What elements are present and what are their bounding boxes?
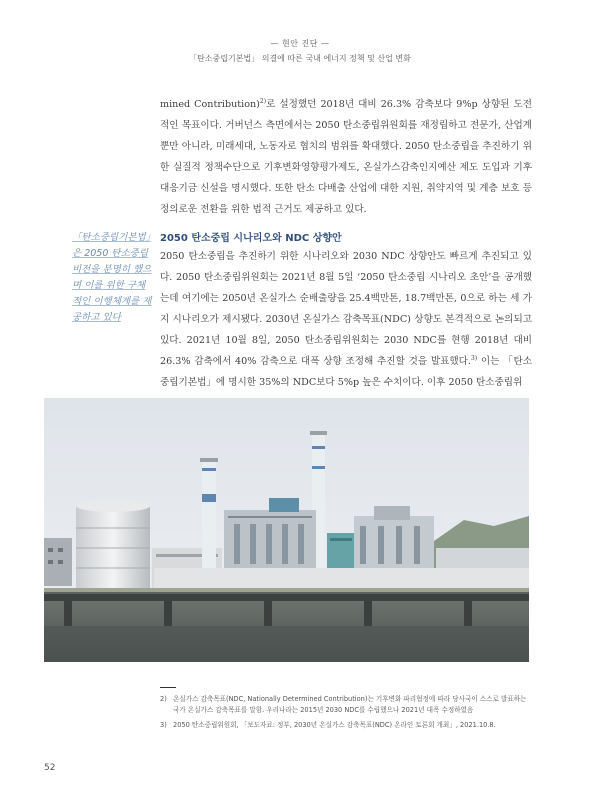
paragraph-2-part1: 2050 탄소중립을 추진하기 위한 시나리오와 2030 NDC 상향안도 빠르게 추진되고 있다. 2050 탄소중립위원회는 2021년 8월 5일 ‘2050 탄소중립 시나리오 초안’을 공개했는데 여기에는 2050년 온실가스 순배출량을 25.4백만톤, 18.7백만톤, 0으로 하는 세 가지 시나리오가 제시됐다. 2030년 온실가스 감축목표(NDC) 상향도 본격적으로 논의되고 있다. 2021년 10월 8일, 2050 탄소중립위원회는 2030 NDC를 현행 2018년 대비 26.3% 감축에서 40% 감축으로 대폭 상향 조정해 추진할 것을 발표했다. <box>160 251 532 367</box>
footnote-2 <box>160 694 532 716</box>
footnote-divider <box>160 687 176 688</box>
paragraph-1-rest: 로 설정했던 2018년 대비 26.3% 감축보다 9%p 상향된 도전적인 목표이다. 거버넌스 측면에서는 2050 탄소중립위원회를 재정립하고 전문가, 산업계뿐만 아니라, 미래세대, 노동자로 협치의 범위를 확대했다. 2050 탄소중립을 추진하기 위한 실질적 정책수단으로 기후변화영향평가제도, 온실가스감축인지예산 제도 도입과 기후대응기금 신설을 명시했다. 또한 탄소 다배출 산업에 대한 지원, 취약지역 및 계층 보호 등 정의로운 전환을 위한 법적 근거도 제공하고 있다. <box>160 99 532 215</box>
footnotes <box>160 694 532 735</box>
power-plant-illustration <box>44 398 529 662</box>
footnote-3 <box>160 720 532 731</box>
section-subheading: 2050 탄소중립 시나리오와 NDC 상향안 <box>160 233 342 244</box>
pull-quote-text: 「탄소중립기본법」은 2050 탄소중립 비전을 분명히 했으며 이를 위한 구체적인 이행체계를 제공하고 있다 <box>72 232 152 323</box>
footnote-text: 온실가스 감축목표(NDC, Nationally Determined Contribution)는 기후변화 파리협정에 따라 당사국이 스스로 발표하는 국가 온실가스 감축목표를 말함. 우리나라는 2015년 2030 NDC를 수립했으나 2021년 대폭 수정하였음 <box>173 695 527 714</box>
paragraph-2 <box>160 246 532 393</box>
paragraph-1-lead: mined Contribution) <box>160 99 260 110</box>
footnote-ref-3[interactable]: 3) <box>470 354 478 362</box>
paragraph-1 <box>160 94 532 220</box>
footnote-number: 2) <box>160 695 167 703</box>
page-number: 52 <box>44 763 56 773</box>
power-plant-photo <box>44 398 529 662</box>
footnote-number: 3) <box>160 721 167 729</box>
header-subtitle: 「탄소중립기본법」 의결에 따른 국내 에너지 정책 및 산업 변화 <box>189 54 411 63</box>
footnote-ref-2[interactable]: 2) <box>259 97 267 105</box>
running-header <box>0 38 600 64</box>
footnote-text: 2050 탄소중립위원회, 「보도자료: 정부, 2030년 온실가스 감축목표(NDC) 온라인 토론회 개최」, 2021.10.8. <box>173 721 496 729</box>
paragraph-2-part2: 이는 「탄소중립기본법」에 명시한 35%의 NDC보다 5%p 높은 수치이다. 이후 2050 탄소중립위 <box>160 356 533 388</box>
section-label: — 현안 진단 — <box>270 39 330 48</box>
pull-quote <box>72 230 152 326</box>
